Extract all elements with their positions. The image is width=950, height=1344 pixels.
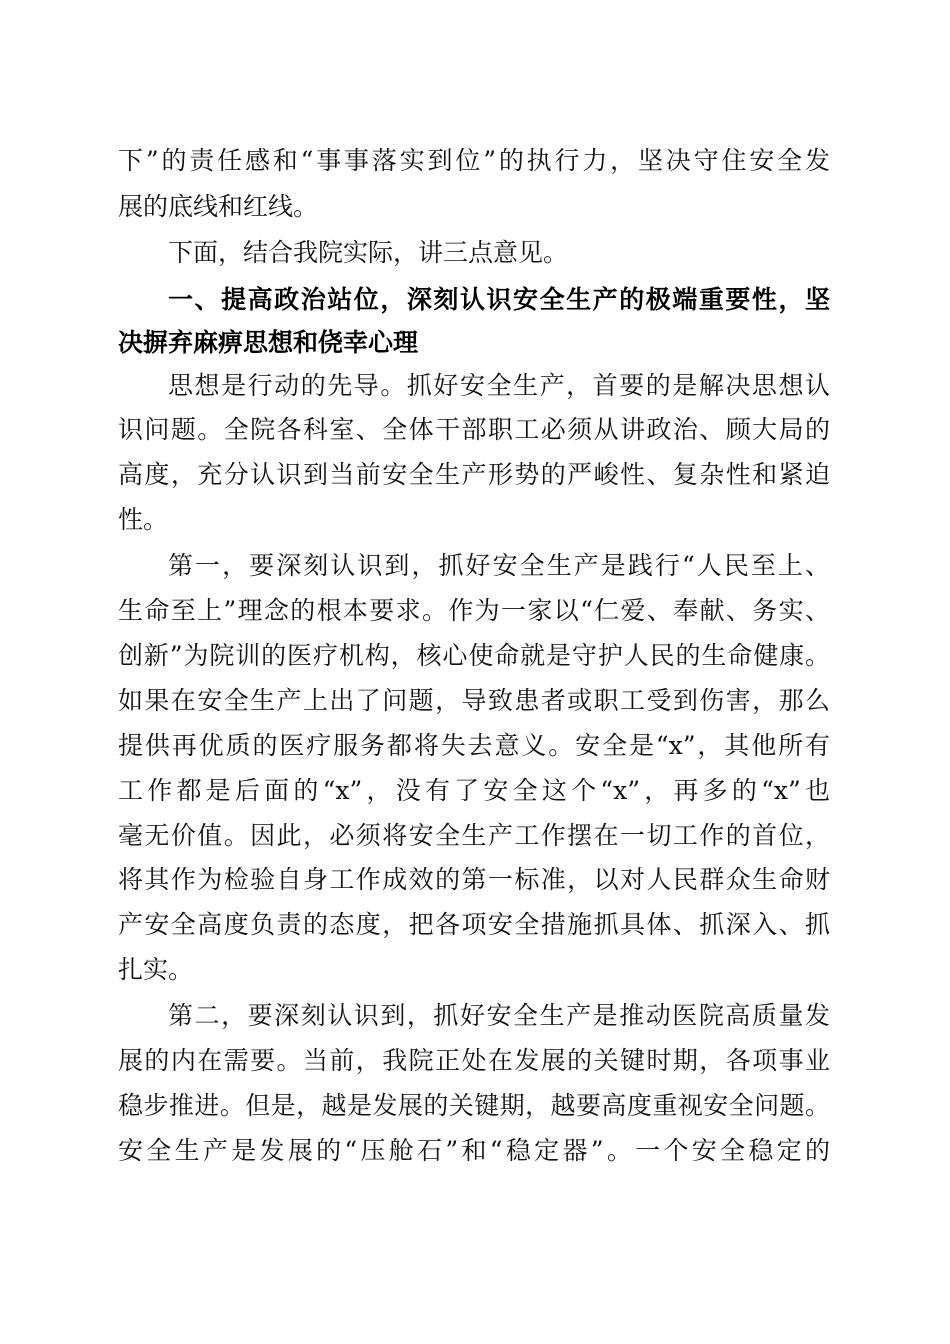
paragraph-line: 提供再优质的医疗服务都将失去意义。安全是“x”，其他所有 (118, 731, 830, 760)
paragraph-line: 安全生产是发展的“压舱石”和“稳定器”。一个安全稳定的 (118, 1136, 830, 1165)
paragraph-line: 生命至上”理念的根本要求。作为一家以“仁爱、奉献、务实、 (118, 596, 830, 625)
paragraph-line: 毫无价值。因此，必须将安全生产工作摆在一切工作的首位， (118, 821, 830, 850)
section-heading: 决摒弃麻痹思想和侥幸心理 (118, 328, 419, 357)
paragraph-line: 产安全高度负责的态度，把各项安全措施抓具体、抓深入、抓 (118, 910, 830, 939)
section-heading: 一、提高政治站位，深刻认识安全生产的极端重要性，坚 (168, 285, 830, 314)
paragraph-line: 创新”为院训的医疗机构，核心使命就是守护人民的生命健康。 (118, 641, 830, 670)
paragraph-line: 高度，充分认识到当前安全生产形势的严峻性、复杂性和紧迫 (118, 460, 830, 489)
paragraph-line: 稳步推进。但是，越是发展的关键期，越要高度重视安全问题。 (118, 1091, 830, 1120)
paragraph-line: 扎实。 (118, 955, 194, 984)
paragraph-line: 如果在安全生产上出了问题，导致患者或职工受到伤害，那么 (118, 686, 830, 715)
paragraph-line: 展的内在需要。当前，我院正处在发展的关键时期，各项事业 (118, 1046, 830, 1075)
paragraph-line: 思想是行动的先导。抓好安全生产，首要的是解决思想认 (168, 371, 830, 400)
paragraph-line: 下”的责任感和“事事落实到位”的执行力，坚决守住安全发 (118, 146, 830, 175)
paragraph-line: 第二，要深刻认识到，抓好安全生产是推动医院高质量发 (168, 1001, 830, 1030)
paragraph-line: 识问题。全院各科室、全体干部职工必须从讲政治、顾大局的 (118, 415, 830, 444)
paragraph-line: 展的底线和红线。 (118, 192, 319, 221)
paragraph-line: 性。 (118, 505, 169, 534)
paragraph-line: 第一，要深刻认识到，抓好安全生产是践行“人民至上、 (168, 551, 830, 580)
transition-text: 下面，结合我院实际，讲三点意见。 (168, 238, 569, 267)
paragraph-line: 工作都是后面的“x”，没有了安全这个“x”，再多的“x”也 (118, 776, 830, 805)
paragraph-line: 将其作为检验自身工作成效的第一标准，以对人民群众生命财 (118, 865, 830, 894)
